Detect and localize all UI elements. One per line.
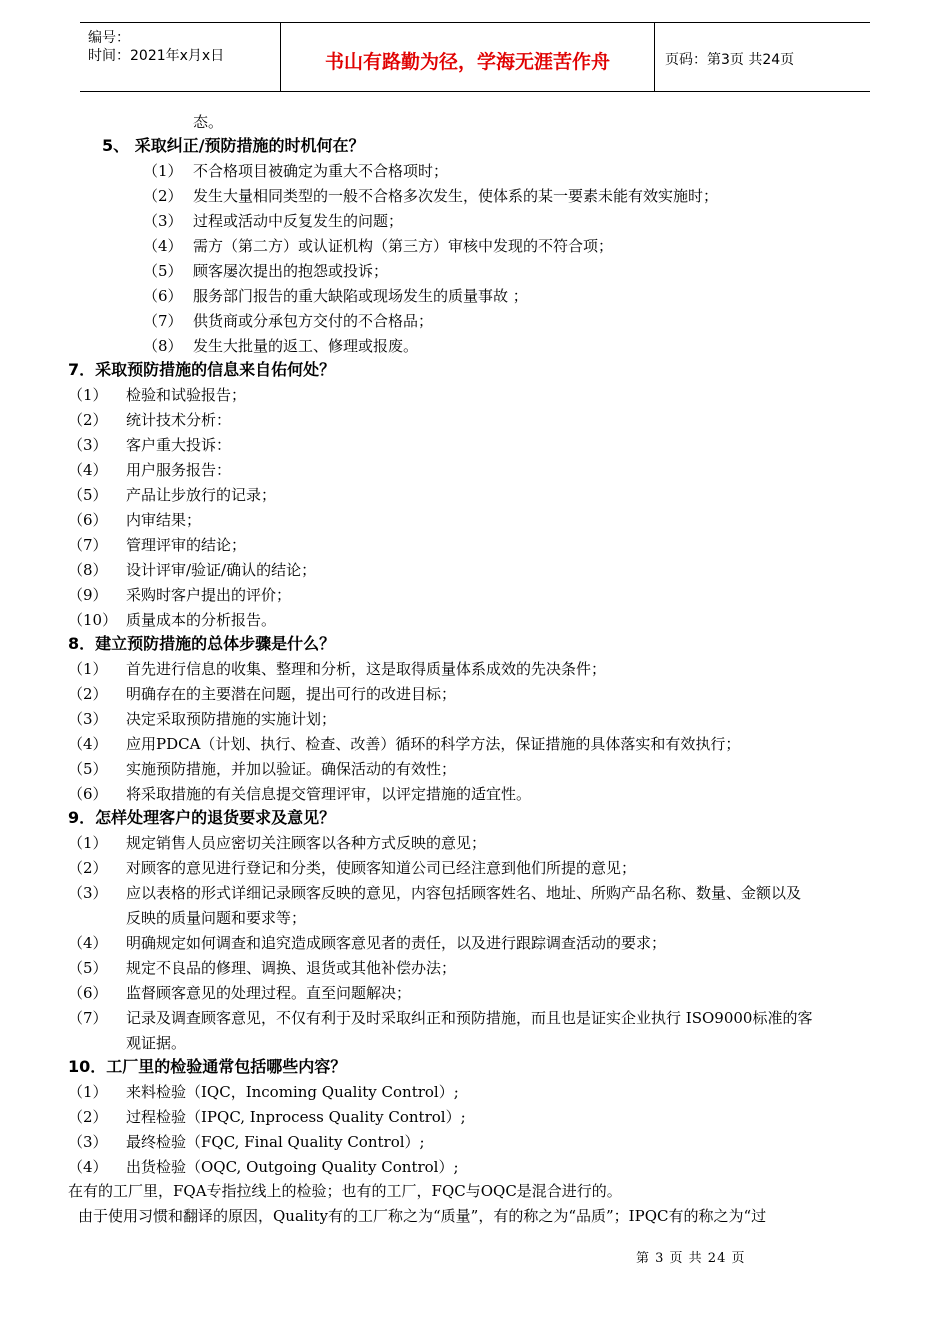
- body-line: 在有的工厂里，FQA专指拉线上的检验；也有的工厂，FQC与OQC是混合进行的。: [68, 1182, 622, 1200]
- body-line: 客户重大投诉：: [126, 436, 232, 454]
- body-line: 应用PDCA（计划、执行、检查、改善）循环的科学方法，保证措施的具体落实和有效执行；: [126, 735, 741, 753]
- body-line: 顾客屡次提出的抱怨或投诉；: [193, 262, 389, 280]
- body-line: 首先进行信息的收集、整理和分析，这是取得质量体系成效的先决条件；: [126, 660, 607, 678]
- body-line: （6）: [68, 511, 108, 529]
- body-line: （4）: [68, 934, 108, 952]
- body-line: （7）: [68, 536, 108, 554]
- body-line: 管理评审的结论；: [126, 536, 247, 554]
- body-line: （5）: [68, 760, 108, 778]
- body-line: （2）: [68, 1108, 108, 1126]
- body-line: 由于使用习惯和翻译的原因，Quality有的工厂称之为“质量”，有的称之为“品质”；IPQC有的称之为“过: [78, 1207, 767, 1225]
- body-line: 记录及调查顾客意见，不仅有利于及时采取纠正和预防措施，而且也是证实企业执行 ISO9000标准的客: [126, 1009, 813, 1027]
- section-heading: 8．建立预防措施的总体步骤是什么？: [68, 634, 336, 653]
- body-line: （3）: [68, 436, 108, 454]
- document-number: 编号：: [88, 30, 130, 46]
- body-line: （3）: [68, 884, 108, 902]
- body-line: （4）: [68, 1158, 108, 1176]
- body-line: 来料检验（IQC，Incoming Quality Control）;: [126, 1083, 459, 1101]
- body-line: （8）: [143, 337, 183, 355]
- body-line: 供货商或分承包方交付的不合格品；: [193, 312, 434, 330]
- body-line: （8）: [68, 561, 108, 579]
- section-heading: 5、 采取纠正/预防措施的时机何在？: [102, 136, 365, 155]
- header-page-number: 页码：第3页 共24页: [665, 52, 795, 68]
- body-line: 规定销售人员应密切关注顾客以各种方式反映的意见；: [126, 834, 487, 852]
- body-line: （4）: [68, 735, 108, 753]
- header-page-cell: [655, 23, 870, 91]
- header-info-cell: [80, 23, 281, 91]
- body-line: 观证据。: [126, 1034, 187, 1052]
- header-motto-cell: [281, 23, 655, 91]
- body-line: 需方（第二方）或认证机构（第三方）审核中发现的不符合项；: [193, 237, 614, 255]
- body-line: （1）: [68, 834, 108, 852]
- body-line: 过程或活动中反复发生的问题；: [193, 212, 404, 230]
- body-line: 用户服务报告：: [126, 461, 232, 479]
- body-line: （6）: [68, 785, 108, 803]
- body-line: （4）: [68, 461, 108, 479]
- body-line: （2）: [68, 411, 108, 429]
- body-line: 设计评审/验证/确认的结论；: [126, 561, 317, 579]
- body-line: 实施预防措施，并加以验证。确保活动的有效性；: [126, 760, 457, 778]
- body-line: 应以表格的形式详细记录顾客反映的意见，内容包括顾客姓名、地址、所购产品名称、数量、金额以及: [126, 884, 802, 902]
- body-line: （2）: [68, 685, 108, 703]
- body-line: 产品让步放行的记录；: [126, 486, 277, 504]
- header-motto: 书山有路勤为径，学海无涯苦作舟: [324, 51, 610, 73]
- body-line: 决定采取预防措施的实施计划；: [126, 710, 337, 728]
- body-line: 态。: [193, 113, 224, 131]
- body-line: 对顾客的意见进行登记和分类，使顾客知道公司已经注意到他们所提的意见；: [126, 859, 637, 877]
- body-line: 服务部门报告的重大缺陷或现场发生的质量事故 ；: [193, 287, 528, 305]
- section-heading: 9．怎样处理客户的退货要求及意见？: [68, 808, 336, 827]
- body-line: 出货检验（OQC, Outgoing Quality Control）;: [126, 1158, 459, 1176]
- body-line: （5）: [68, 486, 108, 504]
- page-header: [80, 22, 870, 92]
- body-line: （1）: [68, 660, 108, 678]
- body-line: 发生大量相同类型的一般不合格多次发生，使体系的某一要素未能有效实施时；: [193, 187, 719, 205]
- body-line: （6）: [68, 984, 108, 1002]
- section-heading: 10．工厂里的检验通常包括哪些内容？: [68, 1057, 347, 1076]
- body-line: （10）: [68, 611, 118, 629]
- section-heading: 7．采取预防措施的信息来自佑何处？: [68, 360, 336, 379]
- body-line: （9）: [68, 586, 108, 604]
- body-line: （7）: [68, 1009, 108, 1027]
- body-line: （3）: [68, 1133, 108, 1151]
- body-line: （1）: [68, 386, 108, 404]
- body-line: 质量成本的分析报告。: [126, 611, 277, 629]
- body-line: 明确规定如何调查和追究造成顾客意见者的责任，以及进行跟踪调查活动的要求；: [126, 934, 667, 952]
- body-line: 明确存在的主要潜在问题，提出可行的改进目标；: [126, 685, 457, 703]
- body-line: （5）: [68, 959, 108, 977]
- body-line: （2）: [143, 187, 183, 205]
- page-footer: 第 3 页 共 24 页: [636, 1251, 746, 1266]
- body-line: （3）: [68, 710, 108, 728]
- body-line: （2）: [68, 859, 108, 877]
- body-line: （1）: [143, 162, 183, 180]
- body-line: 监督顾客意见的处理过程。直至问题解决；: [126, 984, 412, 1002]
- body-line: 最终检验（FQC, Final Quality Control）;: [126, 1133, 425, 1151]
- document-date: 时间：2021年x月x日: [88, 48, 225, 64]
- body-line: 检验和试验报告；: [126, 386, 247, 404]
- body-line: （5）: [143, 262, 183, 280]
- body-line: 内审结果；: [126, 511, 202, 529]
- body-line: 发生大批量的返工、修理或报废。: [193, 337, 419, 355]
- body-line: 采购时客户提出的评价；: [126, 586, 292, 604]
- body-line: 将采取措施的有关信息提交管理评审，以评定措施的适宜性。: [126, 785, 532, 803]
- body-line: 反映的质量问题和要求等；: [126, 909, 307, 927]
- body-line: 统计技术分析：: [126, 411, 232, 429]
- body-line: （1）: [68, 1083, 108, 1101]
- body-line: 过程检验（IPQC, Inprocess Quality Control）;: [126, 1108, 466, 1126]
- body-line: （7）: [143, 312, 183, 330]
- body-line: 不合格项目被确定为重大不合格项时；: [193, 162, 449, 180]
- body-line: 规定不良品的修理、调换、退货或其他补偿办法；: [126, 959, 457, 977]
- body-line: （3）: [143, 212, 183, 230]
- body-line: （6）: [143, 287, 183, 305]
- body-line: （4）: [143, 237, 183, 255]
